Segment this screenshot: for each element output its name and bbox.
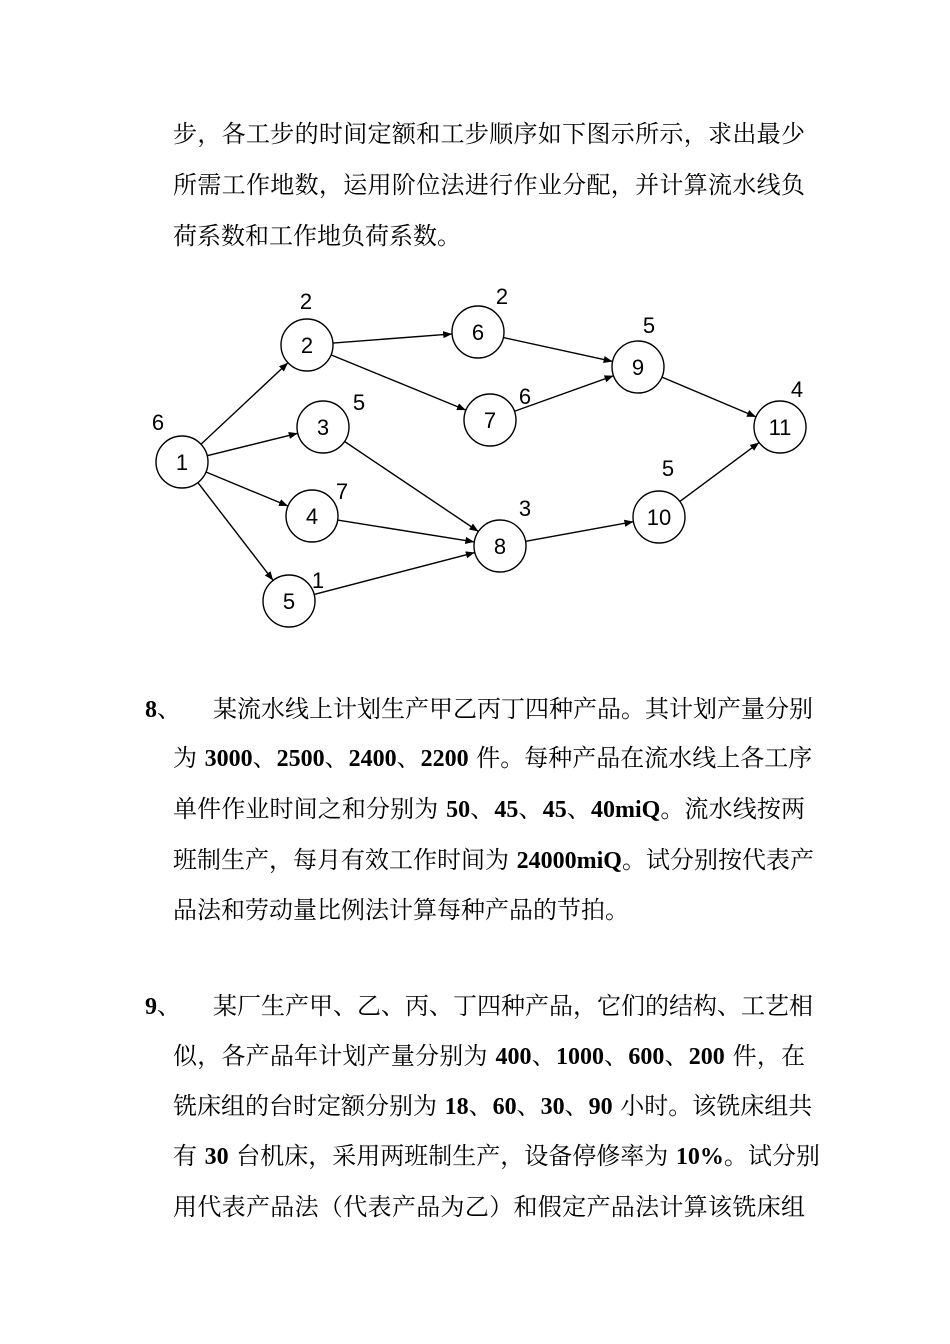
node-9-label: 9: [631, 355, 645, 380]
edge-10-to-11: [680, 443, 759, 502]
edge-1-to-4: [206, 472, 288, 506]
node-10-time: 5: [661, 456, 675, 481]
q8-line-2: 为 3000、2500、2400、2200 件。每种产品在流水线上各工序: [173, 744, 813, 772]
node-5-time: 1: [311, 568, 325, 593]
intro-line-2: 所需工作地数，运用阶位法进行作业分配，并计算流水线负: [173, 171, 805, 199]
q9-line-2: 似，各产品年计划产量分别为 400、1000、600、200 件，在: [173, 1042, 806, 1070]
node-1-label: 1: [175, 450, 189, 475]
node-6-time: 2: [495, 284, 509, 309]
q9-line-1: 某厂生产甲、乙、丙、丁四种产品，它们的结构、工艺相: [213, 992, 813, 1020]
node-3-time: 5: [352, 390, 366, 415]
q8-line-4: 班制生产，每月有效工作时间为 24000miQ。试分别按代表产: [173, 846, 814, 874]
node-7-label: 7: [483, 408, 497, 433]
edge-2-to-6: [333, 334, 452, 343]
intro-line-1: 步，各工步的时间定额和工步顺序如下图示所示，求出最少: [173, 120, 805, 148]
edge-3-to-8: [345, 442, 479, 532]
edge-6-to-9: [503, 338, 612, 362]
edge-2-to-7: [331, 355, 466, 410]
edge-8-to-10: [526, 522, 634, 542]
node-8-time: 3: [518, 496, 532, 521]
node-2-time: 2: [299, 289, 313, 314]
node-7-time: 6: [518, 384, 532, 409]
node-4-time: 7: [335, 479, 349, 504]
edge-4-to-8: [338, 520, 475, 542]
edge-9-to-11: [662, 377, 756, 417]
intro-line-3: 荷系数和工作地负荷系数。: [173, 222, 461, 250]
node-8-label: 8: [493, 534, 507, 559]
edge-1-to-5: [198, 483, 273, 581]
q9-line-3: 铣床组的台时定额分别为 18、60、30、90 小时。该铣床组共: [173, 1092, 813, 1120]
node-3-label: 3: [316, 415, 330, 440]
node-11-label: 11: [768, 415, 792, 440]
q8-line-5: 品法和劳动量比例法计算每种产品的节拍。: [173, 896, 629, 924]
precedence-diagram: [0, 270, 950, 645]
node-1-time: 6: [151, 410, 165, 435]
node-5-label: 5: [282, 589, 296, 614]
node-9-time: 5: [642, 313, 656, 338]
node-2-label: 2: [300, 333, 314, 358]
edge-5-to-8: [311, 553, 475, 595]
question-8-number: 8、: [145, 695, 181, 723]
q8-line-3: 单件作业时间之和分别为 50、45、45、40miQ。流水线按两: [173, 795, 806, 823]
q9-line-4: 有 30 台机床，采用两班制生产，设备停修率为 10%。试分别: [173, 1142, 820, 1170]
node-6-label: 6: [471, 320, 485, 345]
q8-line-1: 某流水线上计划生产甲乙丙丁四种产品。其计划产量分别: [213, 695, 813, 723]
node-11-time: 4: [790, 377, 804, 402]
node-4-label: 4: [305, 504, 319, 529]
edge-1-to-2: [201, 363, 288, 444]
node-10-label: 10: [646, 505, 672, 530]
question-9-number: 9、: [145, 992, 181, 1020]
edge-1-to-3: [207, 433, 298, 455]
q9-line-5: 用代表产品法（代表产品为乙）和假定产品法计算该铣床组: [173, 1193, 805, 1221]
